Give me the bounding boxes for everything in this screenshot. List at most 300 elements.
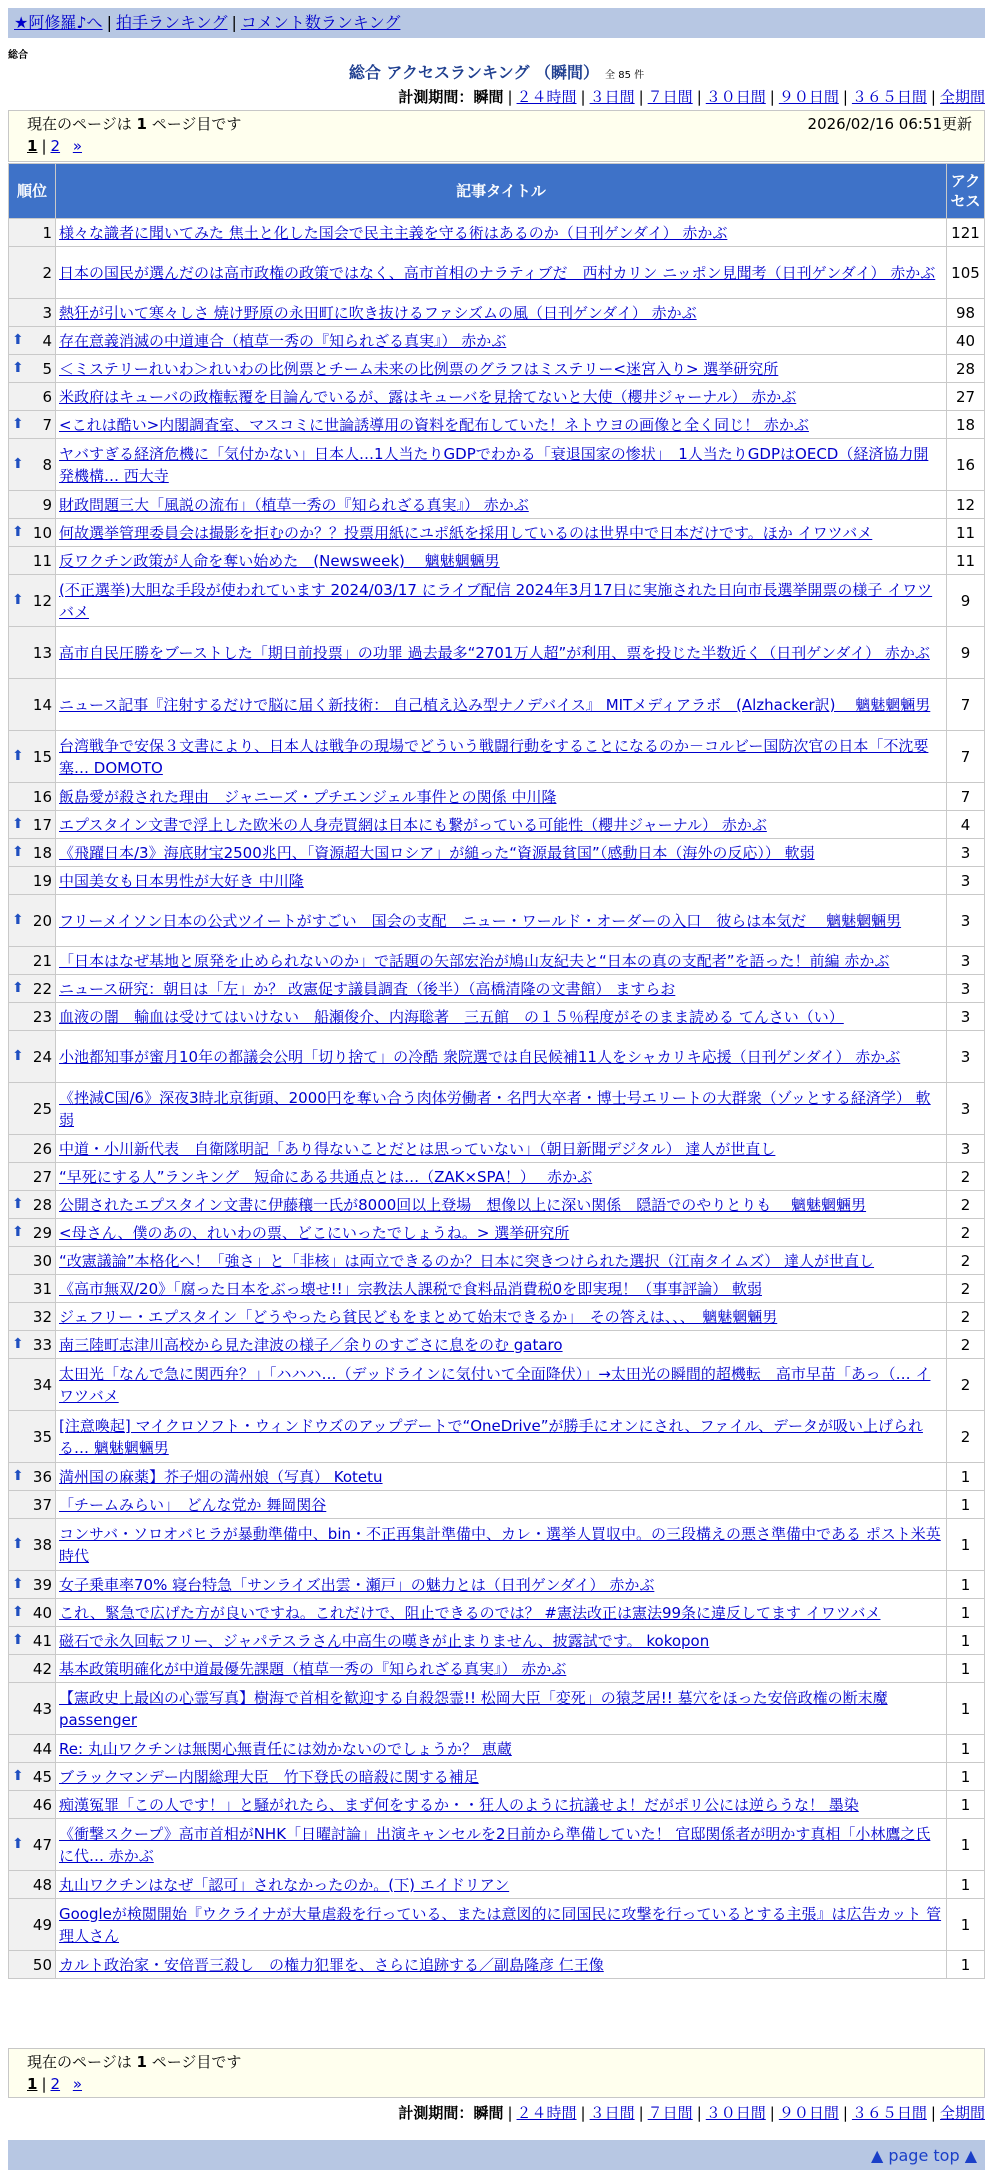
article-link[interactable]: 痴漢冤罪「この人です！」と騒がれたら、まず何をするか・・狂人のように抗議せよ！だがポリ公には逆らうな！ 墨染 (59, 1795, 859, 1814)
pager-top (8, 110, 985, 162)
access-count: 40 (947, 327, 985, 355)
article-link[interactable]: 米政府はキューバの政権転覆を目論んでいるが、露はキューバを見捨てないと大使（櫻井ジャーナル） 赤かぶ (59, 387, 797, 406)
title-cell (56, 811, 947, 839)
title-cell (56, 1819, 947, 1871)
rank-number: 47 (32, 1835, 52, 1854)
rank-cell (9, 679, 56, 731)
title-cell (56, 783, 947, 811)
access-count: 9 (947, 575, 985, 627)
rank-number: 22 (32, 979, 52, 998)
access-count: 1 (947, 1519, 985, 1571)
article-link[interactable]: フリーメイソン日本の公式ツイートがすごい 国会の支配 ニュー・ワールド・オーダーの入口 彼らは本気だ 魑魅魍魎男 (59, 911, 902, 930)
period-link[interactable]: ３６５日間 (851, 88, 927, 106)
top-nav-bar (8, 8, 985, 38)
link-comment-ranking[interactable]: コメント数ランキング (240, 13, 401, 32)
page-info (27, 113, 972, 135)
table-row (9, 1247, 985, 1275)
title-cell (56, 1599, 947, 1627)
rank-cell (9, 1599, 56, 1627)
article-link[interactable]: “早死にする人”ランキング 短命にある共通点とは…（ZAK×SPA！） 赤かぶ (59, 1167, 593, 1186)
title-cell (56, 1763, 947, 1791)
separator: | (842, 2104, 848, 2122)
access-count: 2 (947, 1359, 985, 1411)
rank-cell (9, 1571, 56, 1599)
updated-timestamp: 2026/02/16 06:51更新 (807, 115, 972, 133)
title-cell (56, 1359, 947, 1411)
table-row (9, 219, 985, 247)
access-count: 9 (947, 627, 985, 679)
title-cell (56, 947, 947, 975)
article-link[interactable]: 日本の国民が選んだのは高市政権の政策ではなく、高市首相のナラティブだ 西村カリン ニッポン見聞考（日刊ゲンダイ） 赤かぶ (59, 263, 936, 282)
title-cell (56, 383, 947, 411)
article-link[interactable]: 反ワクチン政策が人命を奪い始めた (Newsweek) 魑魅魍魎男 (59, 551, 500, 570)
title-cell (56, 411, 947, 439)
separator: | (930, 2104, 936, 2122)
rank-cell (9, 1191, 56, 1219)
title-cell (56, 299, 947, 327)
rank-number: 6 (42, 387, 52, 406)
rank-up-arrow-icon: ⬆ (12, 843, 24, 860)
article-link[interactable]: 存在意義消滅の中道連合（植草一秀の『知られざる真実』） 赤かぶ (59, 331, 507, 350)
table-row (9, 411, 985, 439)
rank-number: 35 (32, 1427, 52, 1446)
title-cell (56, 1219, 947, 1247)
access-count: 7 (947, 731, 985, 783)
access-count: 2 (947, 1163, 985, 1191)
rank-cell (9, 1031, 56, 1083)
rank-number: 48 (32, 1875, 52, 1894)
page-link[interactable]: 2 (50, 137, 61, 155)
page-top-link[interactable]: ▲ page top ▲ (870, 2146, 977, 2165)
period-link[interactable]: 全期間 (939, 88, 985, 106)
table-row (9, 575, 985, 627)
rank-cell (9, 219, 56, 247)
separator: | (580, 88, 586, 106)
header-title: 記事タイトル (56, 164, 947, 219)
title-cell (56, 1275, 947, 1303)
access-count: 2 (947, 1247, 985, 1275)
rank-cell (9, 895, 56, 947)
ranking-table (8, 163, 985, 1979)
rank-cell (9, 299, 56, 327)
rank-up-arrow-icon: ⬆ (12, 747, 24, 764)
access-count: 3 (947, 975, 985, 1003)
separator: | (638, 88, 644, 106)
table-row (9, 1899, 985, 1951)
article-link[interactable]: Re: 丸山ワクチンは無関心無責任には効かないのでしょうか？ 恵蔵 (59, 1739, 512, 1758)
access-count: 11 (947, 519, 985, 547)
rank-number: 21 (32, 951, 52, 970)
table-row (9, 1491, 985, 1519)
article-link[interactable]: 公開されたエプスタイン文書に伊藤穰一氏が8000回以上登場 想像以上に深い関係 隠語でのやりとりも 魑魅魍魎男 (59, 1195, 867, 1214)
access-count: 2 (947, 1275, 985, 1303)
rank-up-arrow-icon: ⬆ (12, 1835, 24, 1852)
article-link[interactable]: 中道・小川新代表 自衛隊明記「あり得ないことだとは思っていない」（朝日新聞デジタル） 達人が世直し (59, 1139, 776, 1158)
page-links (27, 2073, 972, 2095)
title-cell (56, 731, 947, 783)
period-link[interactable]: ３日間 (589, 2104, 635, 2122)
title-cell (56, 1003, 947, 1031)
rank-cell (9, 1491, 56, 1519)
article-link[interactable]: 南三陸町志津川高校から見た津波の様子／余りのすごさに息をのむ gataro (59, 1335, 563, 1354)
access-count: 7 (947, 783, 985, 811)
access-count: 16 (947, 439, 985, 491)
rank-number: 39 (32, 1575, 52, 1594)
article-link[interactable]: 財政問題三大「風説の流布」（植草一秀の『知られざる真実』） 赤かぶ (59, 495, 529, 514)
separator: | (842, 88, 848, 106)
article-link[interactable]: ニュース研究：朝日は「左」か？ 改憲促す議員調査（後半）（高橋清隆の文書館） ますらお (59, 979, 676, 998)
rank-cell (9, 1819, 56, 1871)
access-count: 1 (947, 1735, 985, 1763)
title-cell (56, 839, 947, 867)
rank-cell (9, 575, 56, 627)
access-count: 1 (947, 1819, 985, 1871)
rank-up-arrow-icon: ⬆ (12, 1535, 24, 1552)
access-count: 2 (947, 1219, 985, 1247)
table-row (9, 1571, 985, 1599)
table-row (9, 1819, 985, 1871)
article-link[interactable]: 飯島愛が殺された理由 ジャニーズ・プチエンジェル事件との関係 中川隆 (59, 787, 557, 806)
rank-up-arrow-icon: ⬆ (12, 911, 24, 928)
access-count: 1 (947, 1899, 985, 1951)
article-link[interactable]: [注意喚起] マイクロソフト・ウィンドウズのアップデートで“OneDrive”が勝手にオンにされ、ファイル、データが吸い上げられる… 魑魅魍魎男 (59, 1416, 923, 1457)
access-count: 3 (947, 1083, 985, 1135)
article-link[interactable]: 「日本はなぜ基地と原発を止められないのか」で話題の矢部宏治が鳩山友紀夫と“日本の真の支配者”を語った！前編 赤かぶ (59, 951, 890, 970)
article-link[interactable]: 丸山ワクチンはなぜ「認可」されなかったのか。(下) エイドリアン (59, 1875, 510, 1894)
page-info-suffix: ページ目です (151, 2053, 242, 2071)
table-row (9, 1463, 985, 1491)
separator (64, 2075, 69, 2093)
title-cell (56, 1331, 947, 1359)
rank-number: 26 (32, 1139, 52, 1158)
table-row (9, 1655, 985, 1683)
access-count: 3 (947, 1031, 985, 1083)
rank-cell (9, 1871, 56, 1899)
period-link[interactable]: ２４時間 (516, 2104, 577, 2122)
table-row (9, 327, 985, 355)
article-link[interactable]: ヤバすぎる経済危機に「気付かない」日本人…1人当たりGDPでわかる「衰退国家の惨状」 1人当たりGDPはOECD（経済協力開発機構… 西大寺 (59, 444, 929, 485)
rank-number: 46 (32, 1795, 52, 1814)
period-link[interactable]: ３６５日間 (851, 2104, 927, 2122)
title-cell (56, 1247, 947, 1275)
separator: | (231, 13, 237, 32)
rank-number: 13 (32, 643, 52, 662)
article-link[interactable]: 《飛躍日本/3》海底財宝2500兆円、「資源超大国ロシア」が縋った“資源最貧国”（感動日本（海外の反応）） 軟弱 (59, 843, 815, 862)
period-link[interactable]: ９０日間 (778, 88, 839, 106)
period-current: 瞬間 (473, 88, 504, 106)
rank-number: 9 (42, 495, 52, 514)
article-link[interactable]: <これは酷い>内閣調査室、マスコミに世論誘導用の資料を配布していた！ネトウヨの画像と全く同じ！ 赤かぶ (59, 415, 809, 434)
rank-number: 20 (32, 911, 52, 930)
rank-cell (9, 1331, 56, 1359)
period-link[interactable]: ３０日間 (705, 88, 766, 106)
page-title-text: 総合 アクセスランキング （瞬間） (348, 63, 600, 82)
rank-cell (9, 411, 56, 439)
title-cell (56, 1463, 947, 1491)
article-link[interactable]: ニュース記事『注射するだけで脳に届く新技術： 自己植え込み型ナノデバイス』 MITメディアラボ (Alzhacker訳) 魑魅魍魎男 (59, 695, 931, 714)
period-link[interactable]: ２４時間 (516, 88, 577, 106)
separator: | (696, 2104, 702, 2122)
access-count: 3 (947, 895, 985, 947)
table-row (9, 839, 985, 867)
separator: | (106, 13, 112, 32)
rank-number: 30 (32, 1251, 52, 1270)
rank-cell (9, 547, 56, 575)
title-cell (56, 895, 947, 947)
title-cell (56, 219, 947, 247)
title-cell (56, 547, 947, 575)
rank-cell (9, 1735, 56, 1763)
article-link[interactable]: 何故選挙管理委員会は撮影を拒むのか？？投票用紙にユポ紙を採用しているのは世界中で日本だけです。ほか イワツバメ (59, 523, 873, 542)
article-link[interactable]: 磁石で永久回転フリー、ジャパテスラさん中高生の嘆きが止まりません、披露試です。 kokopon (59, 1631, 710, 1650)
title-cell (56, 975, 947, 1003)
link-applause-ranking[interactable]: 拍手ランキング (115, 13, 228, 32)
title-cell (56, 1571, 947, 1599)
table-row (9, 1683, 985, 1735)
article-link[interactable]: 《挫減C国/6》深夜3時北京街頭、2000円を奪い合う肉体労働者・名門大卒者・博士号エリートの大群衆（ゾッとする経済学） 軟弱 (59, 1088, 931, 1129)
page-link[interactable]: 2 (50, 2075, 61, 2093)
page-info-prefix: 現在のページは (27, 2053, 132, 2071)
title-cell (56, 1411, 947, 1463)
rank-cell (9, 519, 56, 547)
rank-number: 12 (32, 591, 52, 610)
title-cell (56, 1163, 947, 1191)
footer-bar (8, 2140, 985, 2170)
access-count: 12 (947, 491, 985, 519)
title-cell (56, 1135, 947, 1163)
next-page-link[interactable]: » (72, 2075, 83, 2093)
header-access: アクセス (947, 164, 985, 219)
access-count: 105 (947, 247, 985, 299)
article-link[interactable]: 【憲政史上最凶の心霊写真】樹海で首相を歓迎する自殺怨霊!! 松岡大臣「変死」の猿芝居!! 墓穴をほった安倍政権の断末魔 passenger (59, 1688, 888, 1729)
article-link[interactable]: 小池都知事が蜜月10年の都議会公明「切り捨て」の冷酷 衆院選では自民候補11人をシャカリキ応援（日刊ゲンダイ） 赤かぶ (59, 1047, 901, 1066)
rank-number: 5 (42, 359, 52, 378)
access-count: 1 (947, 1791, 985, 1819)
table-row (9, 1763, 985, 1791)
title-cell (56, 1519, 947, 1571)
table-row (9, 783, 985, 811)
rank-cell (9, 1275, 56, 1303)
rank-cell (9, 947, 56, 975)
article-link[interactable]: コンサバ・ソロオバヒラが暴動準備中、bin・不正再集計準備中、カレ・選挙人買収中。の三段構えの悪さ準備中である ポスト米英時代 (59, 1524, 941, 1565)
table-row (9, 299, 985, 327)
table-row (9, 547, 985, 575)
rank-up-arrow-icon: ⬆ (12, 1195, 24, 1212)
rank-number: 14 (32, 695, 52, 714)
article-link[interactable]: ジェフリー・エプスタイン「どうやったら貧民どもをまとめて始末できるか」 その答えは、、、 魑魅魍魎男 (59, 1307, 778, 1326)
rank-number: 29 (32, 1223, 52, 1242)
access-count: 1 (947, 1763, 985, 1791)
period-link[interactable]: ３０日間 (705, 2104, 766, 2122)
rank-number: 37 (32, 1495, 52, 1514)
article-link[interactable]: 様々な識者に聞いてみた 焦土と化した国会で民主主義を守る術はあるのか（日刊ゲンダイ） 赤かぶ (59, 223, 728, 242)
rank-number: 8 (42, 455, 52, 474)
period-link[interactable]: ７日間 (647, 88, 693, 106)
title-cell (56, 1655, 947, 1683)
article-link[interactable]: ＜ミステリーれいわ＞れいわの比例票とチーム未来の比例票のグラフはミステリー<迷宮入り> 選挙研究所 (59, 359, 779, 378)
title-cell (56, 1871, 947, 1899)
article-link[interactable]: “改憲議論”本格化へ！「強さ」と「非核」は両立できるのか？日本に突きつけられた選択（江南タイムズ） 達人が世直し (59, 1251, 875, 1270)
rank-up-arrow-icon: ⬆ (12, 359, 24, 376)
period-link[interactable]: ３日間 (589, 88, 635, 106)
rank-cell (9, 1791, 56, 1819)
table-row (9, 975, 985, 1003)
rank-up-arrow-icon: ⬆ (12, 1603, 24, 1620)
rank-number: 18 (32, 843, 52, 862)
article-link[interactable]: 基本政策明確化が中道最優先課題（植草一秀の『知られざる真実』） 赤かぶ (59, 1659, 567, 1678)
period-link[interactable]: ９０日間 (778, 2104, 839, 2122)
rank-cell (9, 867, 56, 895)
title-cell (56, 1491, 947, 1519)
page-title (0, 60, 993, 83)
period-current: 瞬間 (473, 2104, 504, 2122)
article-link[interactable]: 「チームみらい」 どんな党か 舞岡関谷 (59, 1495, 327, 1514)
rank-cell (9, 1219, 56, 1247)
rank-up-arrow-icon: ⬆ (12, 979, 24, 996)
table-row (9, 1411, 985, 1463)
rank-cell (9, 1655, 56, 1683)
table-row (9, 679, 985, 731)
rank-up-arrow-icon: ⬆ (12, 1767, 24, 1784)
article-link[interactable]: これ、緊急で広げた方が良いですね。これだけで、阻止できるのでは？ #憲法改正は憲法99条に違反してます イワツバメ (59, 1603, 881, 1622)
rank-cell (9, 1683, 56, 1735)
article-link[interactable]: エプスタイン文書で浮上した欧米の人身売買網は日本にも繋がっている可能性（櫻井ジャーナル） 赤かぶ (59, 815, 767, 834)
rank-cell (9, 1411, 56, 1463)
access-count: 98 (947, 299, 985, 327)
total-count: 全 85 件 (605, 70, 645, 81)
rank-number: 11 (32, 551, 52, 570)
page-info (27, 2051, 972, 2073)
table-row (9, 1871, 985, 1899)
rank-cell (9, 327, 56, 355)
rank-number: 42 (32, 1659, 52, 1678)
period-link[interactable]: ７日間 (647, 2104, 693, 2122)
period-label: 計測期間： (398, 88, 474, 106)
rank-number: 4 (42, 331, 52, 350)
title-cell (56, 355, 947, 383)
article-link[interactable]: 高市自民圧勝をブーストした「期日前投票」の功罪 過去最多“2701万人超”が利用、票を投じた半数近く（日刊ゲンダイ） 赤かぶ (59, 643, 930, 662)
access-count: 3 (947, 1135, 985, 1163)
page-info-number: 1 (136, 115, 147, 133)
article-link[interactable]: 満州国の麻薬】芥子畑の満州娘（写真） Kotetu (59, 1467, 383, 1486)
table-row (9, 1003, 985, 1031)
page-info-prefix: 現在のページは (27, 115, 132, 133)
link-ashura-home[interactable]: ★阿修羅♪へ (14, 13, 103, 32)
rank-cell (9, 1135, 56, 1163)
article-link[interactable]: 《衝撃スクープ》高市首相がNHK「日曜討論」出演キャンセルを2日前から準備していた！ 官邸関係者が明かす真相「小林鷹之氏に代… 赤かぶ (59, 1824, 931, 1865)
rank-number: 7 (42, 415, 52, 434)
table-row (9, 1599, 985, 1627)
article-link[interactable]: 熱狂が引いて寒々しさ 焼け野原の永田町に吹き抜けるファシズムの風（日刊ゲンダイ） 赤かぶ (59, 303, 697, 322)
title-cell (56, 1627, 947, 1655)
table-row (9, 731, 985, 783)
pager-bottom (8, 2048, 985, 2098)
table-row (9, 1135, 985, 1163)
article-link[interactable]: 台湾戦争で安保３文書により、日本人は戦争の現場でどういう戦闘行動をすることになるのか－コルビー国防次官の日本「不沈要塞… DOMOTO (59, 736, 929, 777)
table-row (9, 1219, 985, 1247)
access-count: 2 (947, 1303, 985, 1331)
table-row (9, 1359, 985, 1411)
separator: | (638, 2104, 644, 2122)
title-cell (56, 1191, 947, 1219)
separator (64, 137, 69, 155)
article-link[interactable]: 女子乗車率70% 寝台特急「サンライズ出雲・瀬戸」の魅力とは（日刊ゲンダイ） 赤かぶ (59, 1575, 655, 1594)
rank-number: 43 (32, 1699, 52, 1718)
article-link[interactable]: 《高市無双/20》「腐った日本をぶっ壊せ!!」宗教法人課税で食料品消費税0を即実現！（事事評論） 軟弱 (59, 1279, 762, 1298)
header-rank: 順位 (9, 164, 56, 219)
rank-cell (9, 247, 56, 299)
table-row (9, 1519, 985, 1571)
next-page-link[interactable]: » (72, 137, 83, 155)
access-count: 2 (947, 1411, 985, 1463)
rank-cell (9, 783, 56, 811)
table-row (9, 1331, 985, 1359)
rank-cell (9, 1003, 56, 1031)
rank-number: 38 (32, 1535, 52, 1554)
access-count: 2 (947, 1191, 985, 1219)
rank-number: 32 (32, 1307, 52, 1326)
access-count: 1 (947, 1463, 985, 1491)
rank-cell (9, 627, 56, 679)
title-cell (56, 1735, 947, 1763)
access-count: 11 (947, 547, 985, 575)
rank-cell (9, 383, 56, 411)
page-info-suffix: ページ目です (151, 115, 242, 133)
article-link[interactable]: カルト政治家・安倍晋三殺し の権力犯罪を、さらに追跡する／副島隆彦 仁王像 (59, 1955, 604, 1974)
table-row (9, 811, 985, 839)
rank-number: 50 (32, 1955, 52, 1974)
rank-number: 23 (32, 1007, 52, 1026)
title-cell (56, 867, 947, 895)
rank-number: 24 (32, 1047, 52, 1066)
article-link[interactable]: ブラックマンデー内閣総理大臣 竹下登氏の暗殺に関する補足 (59, 1767, 479, 1786)
table-row (9, 355, 985, 383)
access-count: 1 (947, 1627, 985, 1655)
article-link[interactable]: 中国美女も日本男性が大好き 中川隆 (59, 871, 304, 890)
article-link[interactable]: 血液の闇 輸血は受けてはいけない 船瀬俊介、内海聡著 三五館 の１５％程度がそのまま読める てんさい（い） (59, 1007, 844, 1026)
separator: | (769, 88, 775, 106)
rank-number: 1 (42, 223, 52, 242)
rank-up-arrow-icon: ⬆ (12, 1575, 24, 1592)
table-row (9, 519, 985, 547)
access-count: 3 (947, 947, 985, 975)
table-row (9, 1303, 985, 1331)
separator: | (41, 137, 47, 155)
access-count: 3 (947, 867, 985, 895)
article-link[interactable]: Googleが検閲開始『ウクライナが大量虐殺を行っている、または意図的に同国民に攻撃を行っているとする主張』は広告カット 管理人さん (59, 1904, 942, 1945)
title-cell (56, 1791, 947, 1819)
rank-up-arrow-icon: ⬆ (12, 1631, 24, 1648)
access-count: 27 (947, 383, 985, 411)
category-label: 総合 (8, 50, 28, 61)
article-link[interactable]: (不正選挙)大胆な手段が使われています 2024/03/17 にライブ配信 2024年3月17日に実施された日向市長選挙開票の様子 イワツバメ (59, 580, 933, 621)
table-row (9, 1163, 985, 1191)
page-info-number: 1 (136, 2053, 147, 2071)
table-row (9, 1627, 985, 1655)
separator: | (769, 2104, 775, 2122)
rank-cell (9, 1083, 56, 1135)
rank-cell (9, 731, 56, 783)
rank-cell (9, 439, 56, 491)
separator: | (580, 2104, 586, 2122)
rank-number: 19 (32, 871, 52, 890)
table-row (9, 383, 985, 411)
period-link[interactable]: 全期間 (939, 2104, 985, 2122)
access-count: 1 (947, 1683, 985, 1735)
article-link[interactable]: <母さん、僕のあの、れいわの票、どこにいったでしょうね。> 選挙研究所 (59, 1223, 570, 1242)
title-cell (56, 519, 947, 547)
article-link[interactable]: 太田光「なんで急に関西弁？」「ハハハ…（デッドラインに気付いて全面降伏）」→太田光の瞬間的超機転 高市早苗「あっ（… イワツバメ (59, 1364, 931, 1405)
